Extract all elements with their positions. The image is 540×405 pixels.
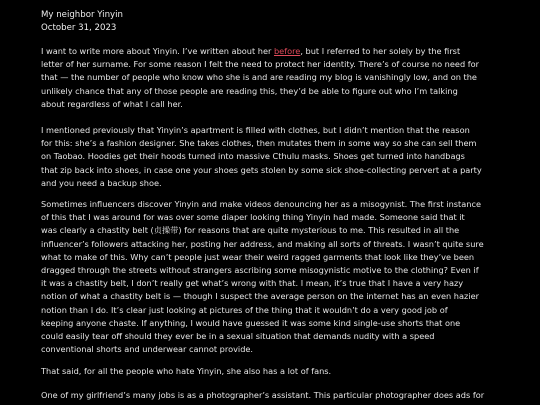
paragraph-line: [41, 137, 503, 150]
paragraph-line: [41, 330, 503, 343]
text-segment: That said, for all the people who hate Yinyin, she also has a lot of fans.: [41, 366, 332, 376]
text-segment: dragged through the streets without strangers ascribing some misogynistic motive to the clothing? Even if: [41, 264, 479, 275]
text-segment: unlikely chance that any of those people are reading this, they’d be able to figure out who I’m talking: [41, 85, 458, 96]
text-segment: notion of what a chastity belt is — though I suspect the average person on the internet has an even hazier: [41, 291, 479, 302]
paragraph-line: [41, 290, 503, 303]
text-segment: about regardless of what I call her.: [41, 98, 183, 109]
text-segment: what to make of this. Why can’t people just wear their weird ragged garments that look like they’ve been: [41, 251, 475, 262]
paragraph-line: [41, 224, 503, 237]
text-segment: letter of her surname. For some reason I felt the need to protect her identity. There’s of course no need for: [41, 59, 480, 70]
paragraph-line: [41, 45, 503, 58]
before-link[interactable]: before: [273, 46, 301, 56]
text-segment: notion than I do. It’s clear just looking at pictures of the thing that it wouldn’t do a very good job of: [41, 304, 448, 315]
paragraph-2: [41, 124, 503, 190]
paragraph-line: [41, 177, 503, 190]
paragraph-line: [41, 58, 503, 71]
paragraph-line: [41, 124, 503, 137]
paragraph-line: [41, 389, 503, 402]
paragraph-line: [41, 85, 503, 98]
text-segment: conventional shorts and underwear cannot provide.: [41, 344, 254, 355]
paragraph-1: [41, 45, 503, 111]
text-segment: that — the number of people who know who she is and are reading my blog is vanishingly low, and on the: [41, 72, 477, 83]
text-segment: keeping anyone chaste. If anything, I would have guessed it was some kind single-use shorts that one: [41, 317, 461, 328]
text-segment: and you need a backup shoe.: [41, 177, 162, 188]
paragraph-line: [41, 251, 503, 264]
paragraph-line: [41, 264, 503, 277]
paragraph-line: [41, 211, 503, 224]
paragraph-line: [41, 71, 503, 84]
text-segment: for this: she’s a fashion designer. She takes clothes, then mutates them in some way so she can sell them: [41, 138, 477, 149]
post-title: My neighbor Yinyin: [41, 10, 123, 20]
text-segment: , but I referred to her solely by the first: [300, 46, 461, 56]
text-segment: I mentioned previously that Yinyin’s apartment is filled with clothes, but I didn’t mention that the reason: [41, 125, 470, 135]
post-date: October 31, 2023: [41, 23, 117, 33]
paragraph-line: [41, 304, 503, 317]
paragraph-line: [41, 238, 503, 251]
paragraph-4: [41, 365, 503, 378]
paragraph-line: [41, 365, 503, 378]
text-segment: it was a chastity belt, I don’t really get what’s wrong with that. I mean, it’s true that I have a very hazy: [41, 278, 464, 289]
text-segment: influencer’s followers attacking her, posting her address, and making all sorts of threats. I wasn’t quite sure: [41, 238, 484, 249]
paragraph-line: [41, 277, 503, 290]
paragraph-line: [41, 198, 503, 211]
text-segment: could easily tear off should they ever be in a sexual situation that demands nudity with a speed: [41, 330, 435, 341]
paragraph-line: [41, 150, 503, 163]
paragraph-5: [41, 389, 503, 402]
paragraph-line: [41, 343, 503, 356]
text-segment: was clearly a chastity belt (贞操带) for reasons that are quite mysterious to me. This resulted in all the: [41, 225, 460, 236]
paragraph-line: [41, 164, 503, 177]
text-segment: that zip back into shoes, in case one your shoes gets stolen by some sick shoe-collecting pervert at a party: [41, 164, 482, 175]
text-segment: on Taobao. Hoodies get their hoods turned into massive Cthulu masks. Shoes get turned into handbags: [41, 151, 465, 162]
text-segment: One of my girlfriend’s many jobs is as a photographer’s assistant. This particular photographer does ads for: [41, 390, 485, 400]
text-segment: of this that I was around for was over some diaper looking thing Yinyin had made. Someone said that it: [41, 212, 465, 223]
paragraph-line: [41, 317, 503, 330]
paragraph-line: [41, 98, 503, 111]
paragraph-3: [41, 198, 503, 356]
text-segment: Sometimes influencers discover Yinyin and make videos denouncing her as a misogynist. The first instance: [41, 199, 482, 209]
text-segment: I want to write more about Yinyin. I’ve written about her: [41, 46, 274, 56]
